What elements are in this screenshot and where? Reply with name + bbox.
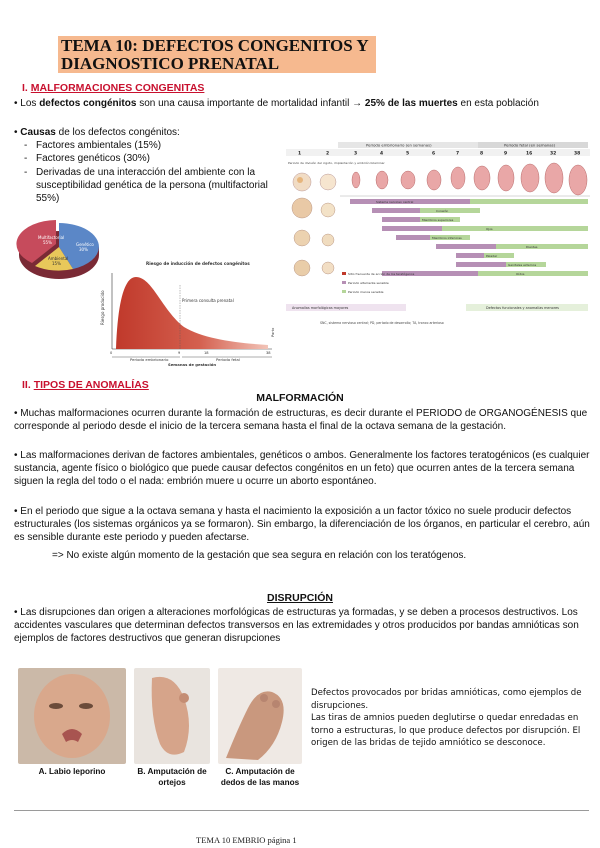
causes-bold: Causas <box>20 127 56 138</box>
bar-label: Corazón <box>436 209 449 213</box>
page-title: TEMA 10: DEFECTOS CONGENITOS Y DIAGNOSTICO PRENATAL <box>58 36 376 73</box>
sensitivity-bar <box>478 271 588 276</box>
cell-illustration <box>320 174 336 190</box>
embryo-illustration <box>376 171 388 189</box>
embryo-illustration <box>569 165 587 195</box>
bar-label: Miembros superiores <box>422 218 454 222</box>
pie-pct-ambiental: 15% <box>52 261 61 266</box>
pie-pct-genetico: 30% <box>79 247 88 252</box>
disrupcion-p1-text: Las disrupciones dan origen a alteraciones morfológicas de estructuras ya formadas, y se deben a procesos destructivos. Los accidentes vasculares que determinan defectos transversos en las extremidades y otros producidos por bandas amnióticas son ejemplos de factores destructivos que generan disrupciones <box>14 607 579 645</box>
page-footer: TEMA 10 EMBRIO página 1 <box>196 835 297 845</box>
legend-3: Periodo menos sensible <box>348 290 384 294</box>
section1-title: MALFORMACIONES CONGENITAS <box>30 82 205 94</box>
caption-c: C. Amputación de dedos de las manos <box>220 767 300 787</box>
sensitivity-bar <box>396 235 430 240</box>
week-label: 6 <box>432 151 436 157</box>
timeline-intro: Periodo de división del cigoto, implantación y embrión bilaminar <box>288 161 385 165</box>
sensitivity-bar <box>470 199 588 204</box>
legend-2: Periodo altamente sensible <box>348 281 389 285</box>
p1-mid: son una causa importante de mortalidad infantil → <box>136 98 365 109</box>
malformacion-p1: • Muchas malformaciones ocurren durante la formación de estructuras, es decir durante el PERIODO de ORGANOGÉNESIS que corresponde al periodo desde el inicio de la tercera semana hasta el final de la octava semana de la gestación. <box>14 408 588 433</box>
legend-swatch <box>342 281 346 284</box>
malformacion-p4: => No existe algún momento de la gestación que sea segura en relación con los teratógenos. <box>52 550 467 561</box>
section1-number: I. <box>22 82 28 94</box>
pie-label-ambiental: Ambiental <box>48 256 69 261</box>
week-label: 8 <box>480 151 484 157</box>
risk-tick: 0 <box>110 351 113 355</box>
face-shape <box>34 674 110 758</box>
risk-tick: 38 <box>266 351 271 355</box>
eye-shape <box>79 703 93 709</box>
timeline-header-right: Periodo fetal (en semanas) <box>504 142 556 148</box>
causes-rest: de los defectos congénitos: <box>55 127 180 138</box>
bar-label: Ojos <box>486 227 493 231</box>
sensitivity-bar <box>382 226 442 231</box>
malformacion-p3: • En el periodo que sigue a la octava semana y hasta el nacimiento la exposición a un factor tóxico no suele producir defectos estructurales (los sistemas orgánicos ya se formaron). Sin embargo, la diferenciación de los órganos, en particular el cerebro, aún es sensible durante este periodo y pueden afectarse. <box>14 506 590 544</box>
photo-amputacion-ortejos <box>134 668 210 764</box>
cell-illustration <box>292 198 312 218</box>
bar-label: Paladar <box>486 254 498 258</box>
risk-parto: Parto <box>271 327 275 337</box>
cell-illustration <box>321 203 335 217</box>
cell-illustration <box>294 230 310 246</box>
week-label: 5 <box>406 151 410 157</box>
embryo-illustration <box>427 170 441 190</box>
pie-label-genetico: Genético <box>76 242 94 247</box>
week-label: 4 <box>380 151 384 157</box>
embryo-illustration <box>451 167 465 189</box>
embryo-illustration <box>545 163 563 193</box>
embryo-illustration <box>498 165 514 191</box>
embryo-illustration <box>521 164 539 192</box>
causes-title: • Causas de los defectos congénitos: <box>14 127 180 138</box>
sensitivity-bar <box>456 253 484 258</box>
section1-paragraph: • Los defectos congénitos son una causa importante de mortalidad infantil → 25% de las muertes en esta población <box>14 98 539 109</box>
photo-description: Defectos provocados por bridas amnióticas, como ejemplos de disrupciones. Las tiras de amnios pueden deglutirse o quedar enredadas en torno a estructuras, lo que produce defectos por disrupción. El origen de las bridas de tejido amniótico se desconoce. <box>311 688 582 749</box>
bar-label: Genitales externos <box>508 263 537 267</box>
cell-illustration <box>297 177 303 183</box>
timeline-bottom-left: Anomalías morfológicas mayores <box>292 306 349 310</box>
legend-1: Sitio frecuente de acción de los teratógenos <box>348 272 415 276</box>
timeline-bottom-right: Defectos funcionales y anomalías menores <box>486 306 559 310</box>
p1-post: en esta población <box>457 98 539 109</box>
embryo-illustration <box>401 171 415 189</box>
week-label: 16 <box>526 151 533 157</box>
week-label: 7 <box>456 151 460 157</box>
risk-period1: Periodo embrionario <box>130 357 169 362</box>
timeline-footnote: SNC, sistema nervioso central; PD, período de desarrollo; TA, tronco arterioso <box>320 321 444 325</box>
sensitivity-bar <box>420 208 480 213</box>
legend-swatch <box>342 290 346 293</box>
risk-annotation: Primera consulta prenatal <box>182 298 234 303</box>
risk-curve <box>116 277 268 349</box>
risk-chart-ylabel: Riesgo producido <box>100 290 105 325</box>
risk-chart <box>96 255 284 367</box>
footer-divider <box>14 810 589 811</box>
finger-shape <box>260 694 268 702</box>
week-label: 9 <box>504 151 508 157</box>
bar-label: Miembros inferiores <box>432 236 462 240</box>
section1-heading <box>22 82 204 94</box>
pie-label-multifactorial: Multifactorial <box>38 235 65 240</box>
malformacion-p2-text: Las malformaciones derivan de factores ambientales, genéticos o ambos. Generalmente los factores teratogénicos (es cualquier sustancia, agente físico o biológico que puede causar defectos congénitos en un feto) que ocurren antes de la tercera semana siguen la regla del todo o el nada: embrión muere u ocurre un aborto espontáneo. <box>14 450 590 488</box>
pie-chart <box>16 213 104 285</box>
malformacion-p1-text: Muchas malformaciones ocurren durante la formación de estructuras, es decir durante el PERIODO de ORGANOGÉNESIS que corresponde al periodo desde el inicio de la tercera semana hasta el final de la octava semana de la gestación. <box>14 408 588 433</box>
sensitivity-bar <box>456 262 506 267</box>
timeline-header-left: Periodo embrionario (en semanas) <box>366 142 432 148</box>
bar-label: Oídos <box>516 272 525 276</box>
cause-item: - Derivadas de una interacción del ambiente con la susceptibilidad genética de la persona (multifactorial 55%) <box>14 166 279 206</box>
toe-shape <box>179 693 189 703</box>
risk-tick: 9 <box>178 351 181 355</box>
legend-swatch <box>342 272 346 275</box>
risk-chart-title: Riesgo de inducción de defectos congénitos <box>146 261 250 266</box>
week-label: 3 <box>354 151 358 157</box>
section2-title: TIPOS DE ANOMALÍAS <box>33 379 149 391</box>
cause-item: - Factores ambientales (15%) <box>14 139 279 152</box>
risk-tick: 18 <box>204 351 209 355</box>
photo-amputacion-dedos <box>218 668 302 764</box>
bar-label: Dientes <box>526 245 538 249</box>
cause-item: - Factores genéticos (30%) <box>14 152 279 165</box>
risk-xlabel: Semanas de gestación <box>168 362 217 367</box>
week-label: 38 <box>574 151 581 157</box>
sensitivity-bar <box>442 226 588 231</box>
finger-shape <box>272 700 280 708</box>
week-label: 2 <box>326 151 330 157</box>
sensitivity-bar <box>436 244 496 249</box>
cell-illustration <box>322 262 334 274</box>
bar-label: Sistema nervioso central <box>376 200 414 204</box>
p1-bold1: defectos congénitos <box>39 98 137 109</box>
malformacion-p3-text: En el periodo que sigue a la octava semana y hasta el nacimiento la exposición a un factor tóxico no suele producir defectos estructurales (los sistemas orgánicos ya se formaron). Sin embargo, la diferenciación de los órganos, en particular el cerebro, aún es sensible durante este periodo y pueden afectarse. <box>14 506 590 544</box>
eye-shape <box>49 703 63 709</box>
week-label: 1 <box>298 151 302 157</box>
pie-pct-multifactorial: 55% <box>43 240 52 245</box>
weeks-row <box>286 149 590 156</box>
week-label: 32 <box>550 151 557 157</box>
disrupcion-heading: DISRUPCIÓN <box>267 592 333 604</box>
cell-illustration <box>294 260 310 276</box>
timeline-bg <box>286 140 590 328</box>
section2-number: II. <box>22 379 31 391</box>
photo-labio-leporino <box>18 668 126 764</box>
causes-list <box>14 139 279 205</box>
embryo-illustration <box>474 166 490 190</box>
section2-heading <box>22 379 149 391</box>
causes-block <box>14 126 279 205</box>
sensitivity-bar <box>372 208 420 213</box>
teratogen-timeline <box>286 140 590 328</box>
caption-a: A. Labio leporino <box>38 767 106 776</box>
p1-pre: Los <box>20 98 40 109</box>
p1-bold2: 25% de las muertes <box>364 98 458 109</box>
caption-b: B. Amputación de ortejos <box>137 767 207 787</box>
risk-period2: Periodo fetal <box>216 357 240 362</box>
disrupcion-p1: • Las disrupciones dan origen a alteraciones morfológicas de estructuras ya formadas, y se deben a procesos destructivos. Los accidentes vasculares que determinan defectos transversos en las extremidades y otros producidos por bandas amnióticas son ejemplos de factores destructivos que generan disrupciones <box>14 607 579 645</box>
embryo-illustration <box>352 172 360 188</box>
malformacion-heading: MALFORMACIÓN <box>256 392 344 404</box>
malformacion-p2: • Las malformaciones derivan de factores ambientales, genéticos o ambos. Generalmente los factores teratogénicos (es cualquier sustancia, agente físico o biológico que puede causar defectos congénitos en un feto) que ocurren antes de la tercera semana siguen la regla del todo o el nada: embrión muere u ocurre un aborto espontáneo. <box>14 450 590 488</box>
cell-illustration <box>322 234 334 246</box>
sensitivity-bar <box>382 217 420 222</box>
sensitivity-bar <box>496 244 588 249</box>
